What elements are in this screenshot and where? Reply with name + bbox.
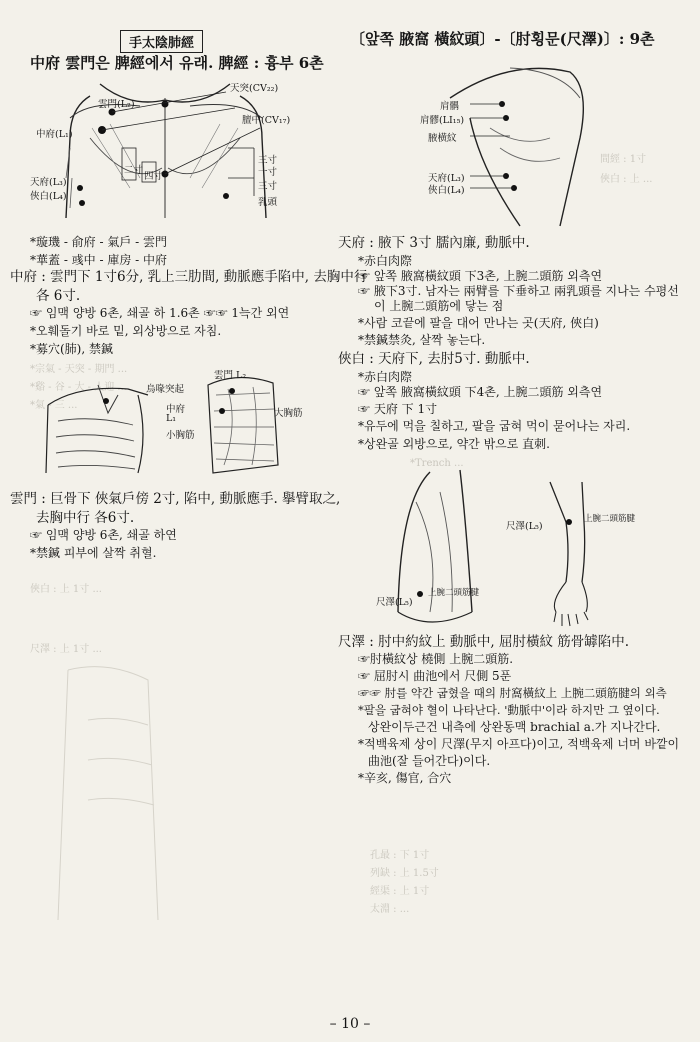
tianfu-note-3: ☞ 腋下3寸. 남자는 兩臂를 下垂하고 兩乳頭를 지나는 수평선	[358, 284, 679, 298]
bleed-through-r7: 太淵 : ...	[370, 904, 410, 915]
tianfu-note-6: *禁鍼禁灸, 살짝 놓는다.	[358, 333, 486, 347]
tianfu-heading: 天府 : 腋下 3寸 臑內廉, 動脈中.	[338, 235, 530, 251]
chize-note-7: 曲池(잘 들어간다)이다.	[368, 754, 491, 768]
page-number: – 10 –	[329, 1016, 371, 1032]
yunmen-note-1: ☞ 임맥 양방 6촌, 쇄골 하연	[30, 528, 177, 542]
yunmen-heading: 雲門 : 巨骨下 俠氣戶傍 2寸, 陷中, 動脈應手. 擧臂取之,	[10, 491, 341, 507]
zhongfu-note-1: ☞ 임맥 양방 6촌, 쇄골 하 1.6촌 ☞☞ 1늑간 외연	[30, 306, 290, 320]
label-chize-right: 尺澤(L₅)	[506, 521, 543, 532]
bleed-through-r2: 俠白 : 上 ...	[600, 174, 653, 185]
left-headline: 中府 雲門은 脾經에서 유래. 脾經 : 흉부 6촌	[30, 54, 324, 72]
label-yewen: 腋横紋	[428, 133, 457, 144]
chest-acupoint-figure	[30, 78, 300, 228]
point-sequence-1: *璇璣 - 俞府 - 氣戶 - 雲門	[30, 235, 168, 249]
zhongfu-note-2: *오훼돌기 바로 밑, 외상방으로 자침.	[30, 324, 222, 338]
yunmen-note-2: *禁鍼 피부에 살짝 취혈.	[30, 546, 157, 560]
chize-note-5: 상완이두근건 내측에 상완동맥 brachial a.가 지나간다.	[368, 720, 661, 734]
label-xiaoxiong: 小胸筋	[166, 430, 195, 441]
tianfu-note-2: ☞ 앞쪽 腋窩橫紋頭 下3촌, 上腕二頭筋 외측연	[358, 269, 603, 283]
label-xiabai: 俠白(L₄)	[30, 191, 67, 202]
label-yunmen: 雲門(L₂)	[98, 99, 135, 110]
xiabai-note-4: *유두에 먹을 칠하고, 팔을 굽혀 먹이 묻어나는 자리.	[358, 419, 631, 433]
label-wuhui: 烏喙突起	[146, 384, 185, 395]
bleed-through-3: *氣 - 三 ...	[30, 400, 78, 411]
bleed-through-4: 俠白 : 上 1寸 ...	[30, 584, 102, 595]
label-chize-left: 尺澤(L₅)	[376, 597, 413, 608]
label-zhongfu-2: 中府	[166, 404, 186, 415]
xiabai-note-5: *상완골 외방으로, 약간 밖으로 直刺.	[358, 437, 550, 451]
label-yicun: 一寸	[258, 167, 278, 178]
label-tanzhong: 膻中(CV₁₇)	[242, 115, 291, 126]
bleed-through-5: 尺澤 : 上 1寸 ...	[30, 644, 102, 655]
bleed-through-figure	[48, 660, 308, 930]
bleed-through-r1: 間經 : 1寸	[600, 154, 647, 165]
label-l1: L₁	[166, 413, 177, 424]
chize-note-8: *辛亥, 傷官, 合穴	[358, 771, 452, 785]
label-tiantu: 天突(CV₂₂)	[230, 83, 279, 94]
label-jianyu: 肩髃	[440, 101, 460, 112]
label-xiabai-2: 俠白(L₄)	[428, 185, 465, 196]
bleed-through-r3: *Trench ...	[410, 458, 464, 469]
tianfu-note-4: 이 上腕二頭筋에 닿는 점	[374, 299, 504, 313]
chize-heading: 尺澤 : 肘中約紋上 動脈中, 屈肘橫紋 筋骨罅陷中.	[338, 634, 630, 650]
zhongfu-heading-cont: 各 6寸.	[36, 288, 81, 304]
tianfu-note-1: *赤白肉際	[358, 254, 413, 268]
label-zhongfu: 中府(L₁)	[36, 129, 73, 140]
label-yunmen-2: 雲門 L₂	[214, 370, 247, 381]
label-jianliao: 肩髎(LI₁₅)	[420, 115, 465, 126]
point-sequence-2: *華蓋 - 彧中 - 庫房 - 中府	[30, 253, 168, 267]
label-sancun-2: 三寸	[258, 181, 278, 192]
label-sicun: 四寸	[144, 171, 164, 182]
bleed-through-1: *宗氣 - 天突 - 期門 ...	[30, 364, 128, 375]
xiabai-heading: 俠白 : 天府下, 去肘5寸. 動脈中.	[338, 351, 530, 367]
label-sancun-1: 三寸	[258, 155, 278, 166]
label-tianfu: 天府(L₃)	[30, 177, 67, 188]
xiabai-note-3: ☞ 天府 下 1寸	[358, 402, 438, 416]
chize-note-2: ☞ 屈肘시 曲池에서 尺側 5푼	[358, 669, 512, 683]
label-ercun: 二寸	[124, 165, 144, 176]
bleed-through-r5: 列缺 : 上 1.5寸	[370, 868, 439, 879]
upper-arm-figure	[410, 58, 600, 228]
label-rutou: 乳頭	[258, 197, 278, 208]
label-tianfu-2: 天府(L₃)	[428, 173, 465, 184]
xiabai-note-1: *赤白肉際	[358, 370, 413, 384]
chize-note-4: *팔을 굽혀야 혈이 나타난다. '動脈中'이라 하지만 그 옆이다.	[358, 703, 660, 717]
bleed-through-r4: 孔最 : 下 1寸	[370, 850, 430, 861]
bleed-through-r6: 經渠 : 上 1寸	[370, 886, 430, 897]
right-header: 〔앞쪽 腋窩 橫紋頭〕-〔肘횡문(尺澤)〕: 9촌	[350, 30, 655, 48]
chize-note-1: ☞肘橫紋상 橈側 上腕二頭筋.	[358, 652, 514, 666]
zhongfu-heading: 中府 : 雲門下 1寸6分, 乳上三肋間, 動脈應手陷中, 去胸中行	[10, 269, 368, 285]
chize-note-6: *적백육제 상이 尺澤(무지 아프다)이고, 적백육제 너머 바깥이	[358, 737, 680, 751]
tianfu-note-5: *사람 코끝에 팔을 대어 만나는 곳(天府, 俠白)	[358, 316, 599, 330]
zhongfu-note-3: *募穴(肺), 禁鍼	[30, 342, 113, 356]
shoulder-anatomy-figure	[38, 365, 308, 477]
xiabai-note-2: ☞ 앞쪽 腋窩橫紋頭 下4촌, 上腕二頭筋 외측연	[358, 385, 603, 399]
meridian-title-box: 手太陰肺經	[120, 30, 203, 53]
yunmen-heading-cont: 去胸中行 各6寸.	[36, 510, 135, 526]
label-shangwan-left: 上腕二頭筋腱	[428, 588, 480, 598]
elbow-figure	[370, 462, 636, 632]
bleed-through-2: *谿 - 谷 - 大 - 人迎 ...	[30, 382, 127, 393]
label-daxiong: 大胸筋	[274, 408, 303, 419]
label-shangwan-right: 上腕二頭筋腱	[584, 514, 636, 524]
chize-note-3: ☞☞ 肘를 약간 굽혔을 때의 肘窩橫紋上 上腕二頭筋腱의 외측	[358, 686, 667, 700]
